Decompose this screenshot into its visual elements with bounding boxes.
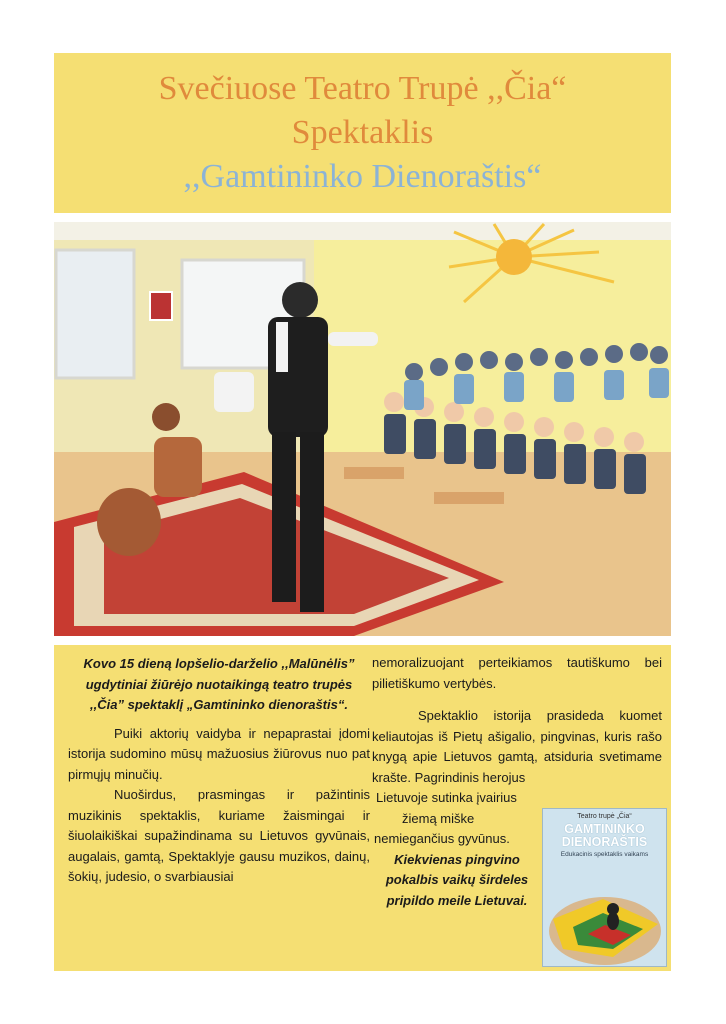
paragraph-3-line-b: Lietuvoje sutinka įvairius	[376, 790, 517, 805]
book-subtitle: Edukacinis spektaklis vaikams	[560, 851, 649, 858]
paragraph-3-line-d: nemiegančius gyvūnus.	[374, 831, 510, 846]
paragraph-2: Nuoširdus, prasmingas ir pažintinis muzikinis spektaklis, kuriame žaismingai ir šiuolaikiškai supažindinama su Lietuvos gyvūnais, augalais, gamtą, Spektaklyje gausu muzikos, dainų, šokių, judesio, o svarbiausiai	[68, 787, 370, 884]
book-cover-art	[543, 879, 666, 966]
paragraph-2-continued: nemoralizuojant perteikiamos tautiškumo bei pilietiškumo vertybės.	[372, 655, 662, 691]
lead-paragraph: Kovo 15 dieną lopšelio-darželio ,,Malūnėlis” ugdytiniai žiūrėjo nuotaikingą teatro trupės ,,Čia” spektaklį „Gamtininko dienoraštis“.	[83, 656, 355, 712]
book-publisher: Teatro trupė „Čia“	[577, 813, 632, 820]
paragraph-3: Spektaklio istorija prasideda kuomet keliautojas iš Pietų ašigalio, pingvinas, kuris rašo knygą apie Lietuvos gamtą, atsiduria svetimame krašte. Pagrindinis herojus	[372, 708, 662, 785]
title-line-3: ,,Gamtininko Dienoraštis“	[183, 158, 542, 195]
title-line-1: Svečiuose Teatro Trupė ,,Čia“	[158, 70, 567, 107]
left-column	[68, 654, 370, 888]
book-title: GAMTININKO DIENORAŠTIS	[561, 822, 648, 849]
paragraph-1: Puiki aktorių vaidyba ir nepaprastai įdomi istorija sudomino mūsų mažuosius žiūrovus nuo pat pirmųjų minučių.	[68, 725, 370, 782]
paragraph-3-line-c: žiemą miške	[402, 810, 475, 826]
title-line-2: Spektaklis	[291, 114, 434, 151]
performance-photo	[54, 222, 671, 636]
closing-paragraph: Kiekvienas pingvino pokalbis vaikų širdeles pripildo meile Lietuvai.	[385, 851, 529, 908]
title-banner	[54, 53, 671, 213]
book-cover-image	[542, 808, 667, 967]
